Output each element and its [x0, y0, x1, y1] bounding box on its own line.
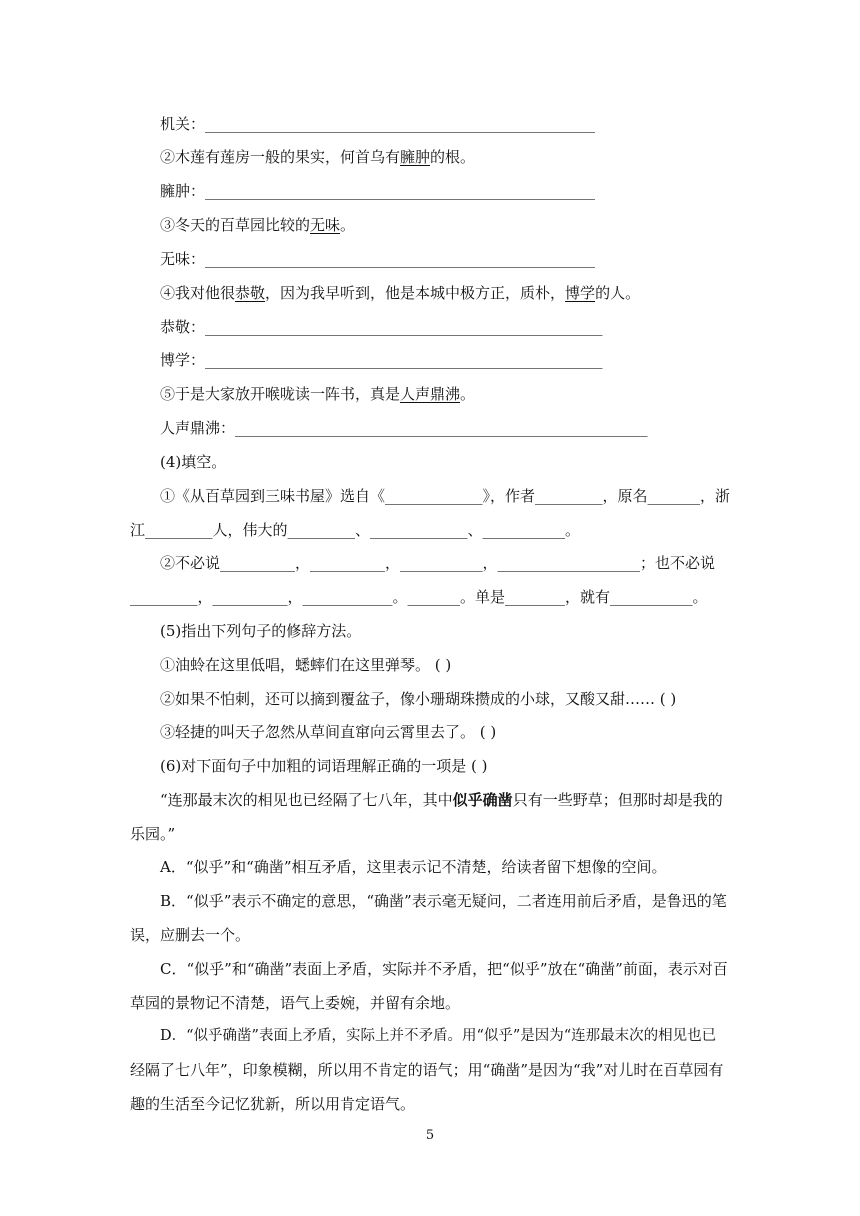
question-5-heading: (5)指出下列句子的修辞方法。	[160, 622, 362, 640]
fill-blank-2-line1: ②不必说__________，__________，___________，___________________；也不必说	[160, 554, 716, 572]
option-d-line1: D．“似乎确凿”表面上矛盾，实际上并不矛盾。用“似乎”是因为“连那最末次的相见也已	[160, 1028, 717, 1044]
option-d-line2: 经隔了七八年”，印象模糊，所以用不肯定的语气；用“确凿”是因为“我”对儿时在百草园有	[130, 1061, 724, 1079]
option-d-line3: 趣的生活至今记忆犹新，所以用肯定语气。	[130, 1095, 416, 1113]
answer-line-jiguan: 机关：____________________________________________________	[160, 115, 596, 133]
quote-line2: 乐园。”	[130, 825, 176, 843]
option-b-line1: B．“似乎”表示不确定的意思，“确凿”表示毫无疑问，二者连用前后矛盾，是鲁迅的笔	[160, 892, 727, 910]
rhetoric-item-3: ③轻捷的叫天子忽然从草间直窜向云霄里去了。 ( )	[160, 723, 497, 741]
fill-blank-1-line2: 江_________人，伟大的_________、_____________、___________。	[130, 521, 581, 539]
rhetoric-item-2: ②如果不怕刺，还可以摘到覆盆子，像小珊瑚珠攒成的小球，又酸又甜…… ( )	[160, 690, 677, 708]
term-yongzhong: 臃肿	[400, 148, 431, 166]
term-gongjing: 恭敬	[235, 284, 266, 302]
answer-line-yongzhong: 臃肿：____________________________________________________	[160, 182, 596, 200]
option-c-line2: 草园的景物记不清楚，语气上委婉，并留有余地。	[130, 994, 461, 1012]
fill-blank-2-line2: _________，__________，____________。_______。单是________，就有___________。	[130, 588, 708, 606]
sentence-2: ②木莲有莲房一般的果实，何首乌有臃肿的根。	[160, 148, 476, 166]
sentence-5: ⑤于是大家放开喉咙读一阵书，真是人声鼎沸。	[160, 385, 476, 403]
question-6-heading: (6)对下面句子中加粗的词语理解正确的一项是 ( )	[160, 757, 488, 775]
answer-line-gongjing: 恭敬：_____________________________________________________	[160, 318, 603, 336]
rhetoric-item-1: ①油蛉在这里低唱，蟋蟀们在这里弹琴。 ( )	[160, 656, 452, 674]
option-c-line1: C．“似乎”和“确凿”表面上矛盾，实际并不矛盾，把“似乎”放在“确凿”前面，表示对百	[160, 960, 728, 978]
answer-line-renshengdingfei: 人声鼎沸：_______________________________________________________	[160, 419, 648, 437]
sentence-3: ③冬天的百草园比较的无味。	[160, 216, 356, 234]
sentence-4: ④我对他很恭敬，因为我早听到，他是本城中极方正，质朴，博学的人。	[160, 284, 641, 302]
term-boxue: 博学	[565, 284, 596, 302]
answer-line-wuwei: 无味：____________________________________________________	[160, 250, 596, 268]
quote-line1: “连那最末次的相见也已经隔了七八年，其中似乎确凿只有一些野草；但那时却是我的	[160, 791, 723, 809]
page-number: 5	[425, 1128, 435, 1143]
fill-blank-1-line1: ①《从百草园到三味书屋》选自《_____________》，作者_________，原名_______，浙	[160, 487, 731, 505]
term-renshengdingfei: 人声鼎沸	[400, 385, 461, 403]
question-4-heading: (4)填空。	[160, 453, 227, 471]
bold-term-sihu-quezao: 似乎确凿	[452, 791, 513, 809]
option-a: A．“似乎”和“确凿”相互矛盾，这里表示记不清楚，给读者留下想像的空间。	[160, 858, 667, 876]
answer-line-boxue: 博学：_____________________________________________________	[160, 351, 603, 369]
term-wuwei: 无味	[310, 216, 341, 234]
option-b-line2: 误，应删去一个。	[130, 926, 251, 944]
